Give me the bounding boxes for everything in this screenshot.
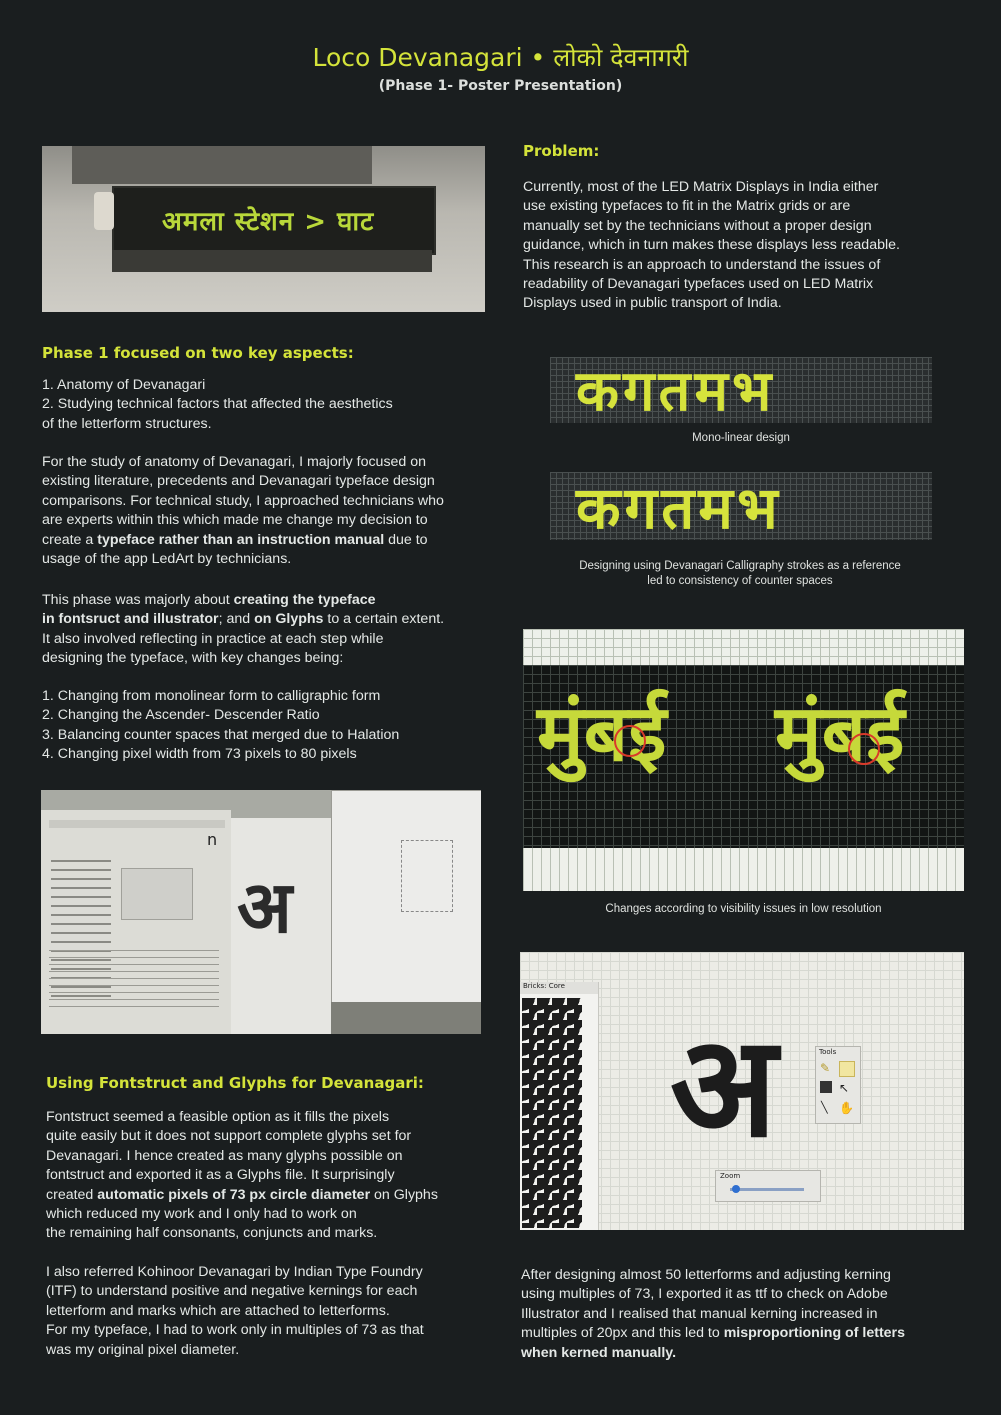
line-tool-icon[interactable]: ╲ bbox=[821, 1101, 828, 1114]
zoom-panel bbox=[715, 1170, 821, 1202]
calli-caption: Designing using Devanagari Calligraphy strokes as a reference led to consistency of counter spaces bbox=[579, 560, 901, 587]
phase-bold-2: on Glyphs bbox=[254, 611, 324, 628]
fontstruct-bold: automatic pixels of 73 px circle diameter bbox=[97, 1186, 371, 1203]
tools-label: Tools bbox=[819, 1048, 837, 1056]
glyphs-screen-photo bbox=[41, 790, 481, 1034]
phase1-heading: Phase 1 focused on two key aspects: bbox=[42, 344, 354, 362]
kerning-paragraph: After designing almost 50 letterforms and adjusting kerning using multiples of 73, I exported it as ttf to check on Adobe Illustrator and I realised that manual kerning increased in multiples of 20px and this led to misproportioning of letters when kerned manually. bbox=[521, 1267, 905, 1361]
screen-glyph-a: अ bbox=[237, 865, 293, 949]
zoom-slider[interactable] bbox=[730, 1188, 804, 1191]
poster-title: Loco Devanagari • लोको देवनागरी bbox=[312, 43, 689, 72]
led-sign-text: अमला स्टेशन > घाट bbox=[162, 207, 375, 237]
phase1-aspects: 1. Anatomy of Devanagari 2. Studying technical factors that affected the aesthetics of the letterform structures. bbox=[42, 377, 393, 432]
led-sign-photo bbox=[42, 146, 485, 312]
fontstruct-paragraph-2: I also referred Kohinoor Devanagari by Indian Type Foundry (ITF) to understand positive and negative kernings for each letterform and marks which are attached to letterforms. For my typeface, I had to work only in multiples of 73 as that was my original pixel diameter. bbox=[46, 1264, 424, 1358]
fontstruct-app-screenshot bbox=[520, 952, 964, 1230]
pencil-icon[interactable]: ✎ bbox=[820, 1061, 831, 1075]
mono-linear-glyph-strip bbox=[550, 357, 932, 423]
hand-icon[interactable]: ✋ bbox=[839, 1101, 854, 1115]
problem-heading: Problem: bbox=[523, 142, 600, 160]
mumbai-word-right: मुंबई bbox=[775, 689, 905, 779]
mono-caption: Mono-linear design bbox=[692, 432, 790, 444]
poster-subtitle: (Phase 1- Poster Presentation) bbox=[378, 78, 623, 94]
key-changes-list: 1. Changing from monolinear form to calligraphic form 2. Changing the Ascender- Descender Ratio 3. Balancing counter spaces that merged due to Halation 4. Changing pixel width from 73 pixels to 80 pixels bbox=[42, 688, 400, 763]
mumbai-caption: Changes according to visibility issues in low resolution bbox=[605, 903, 882, 915]
fontstruct-heading: Using Fontstruct and Glyphs for Devanagari: bbox=[46, 1074, 424, 1092]
bricks-panel-label: Bricks: Core bbox=[523, 982, 565, 990]
phase-paragraph: This phase was majorly about creating the typeface in fontsruct and illustrator; and on Glyphs to a certain extent. It also involved reflecting in practice at each step while designing the typeface, with key changes being: bbox=[42, 592, 445, 667]
screen-letter-n: n bbox=[207, 830, 218, 849]
zoom-slider-thumb[interactable] bbox=[732, 1185, 740, 1193]
bricks-panel bbox=[520, 982, 599, 1230]
mono-glyph-text: कगतमभ bbox=[576, 359, 776, 423]
tools-panel bbox=[815, 1046, 861, 1124]
eraser-icon[interactable] bbox=[839, 1061, 855, 1077]
problem-text: Currently, most of the LED Matrix Displays in India either use existing typefaces to fit in the Matrix grids or are manually set by the technicians without a proper design guidance, which in turn makes these displays less readable. This research is an approach to understand the issues of readability of Devanagari typefaces used on LED Matrix Displays used in public transport of India. bbox=[523, 179, 900, 312]
mumbai-word-left: मुंबई bbox=[537, 689, 667, 779]
highlight-circle-left bbox=[614, 725, 646, 757]
app-glyph-a: अ bbox=[670, 1006, 777, 1169]
anatomy-paragraph: For the study of anatomy of Devanagari, I majorly focused on existing literature, precedents and Devanagari typeface design comparisons. For technical study, I approached technicians who are experts within this which made me change my decision to create a typeface rather than an instruction manual due to usage of the app LedArt by technicians. bbox=[42, 454, 444, 568]
select-arrow-icon[interactable]: ↖ bbox=[839, 1081, 850, 1095]
grid-tool-icon[interactable] bbox=[820, 1081, 832, 1093]
mumbai-grid-figure bbox=[523, 629, 964, 891]
calligraphic-glyph-strip bbox=[550, 472, 932, 540]
highlight-circle-right bbox=[848, 733, 880, 765]
kerning-bold: misproportioning of letters when kerned manually. bbox=[521, 1325, 905, 1361]
phase-bold-1: creating the typeface in fontsruct and illustrator bbox=[42, 592, 376, 628]
calli-glyph-text: कगतमभ bbox=[576, 474, 782, 540]
zoom-label: Zoom bbox=[720, 1172, 741, 1180]
anatomy-bold: typeface rather than an instruction manual bbox=[97, 531, 385, 548]
fontstruct-paragraph-1: Fontstruct seemed a feasible option as it fills the pixels quite easily but it does not support complete glyphs set for Devanagari. I hence created as many glyphs possible on fontstruct and exported it as a Glyphs file. It surprisingly created automatic pixels of 73 px circle diameter on Glyphs which reduced my work and I only had to work on the remaining half consonants, conjuncts and marks. bbox=[46, 1109, 438, 1242]
